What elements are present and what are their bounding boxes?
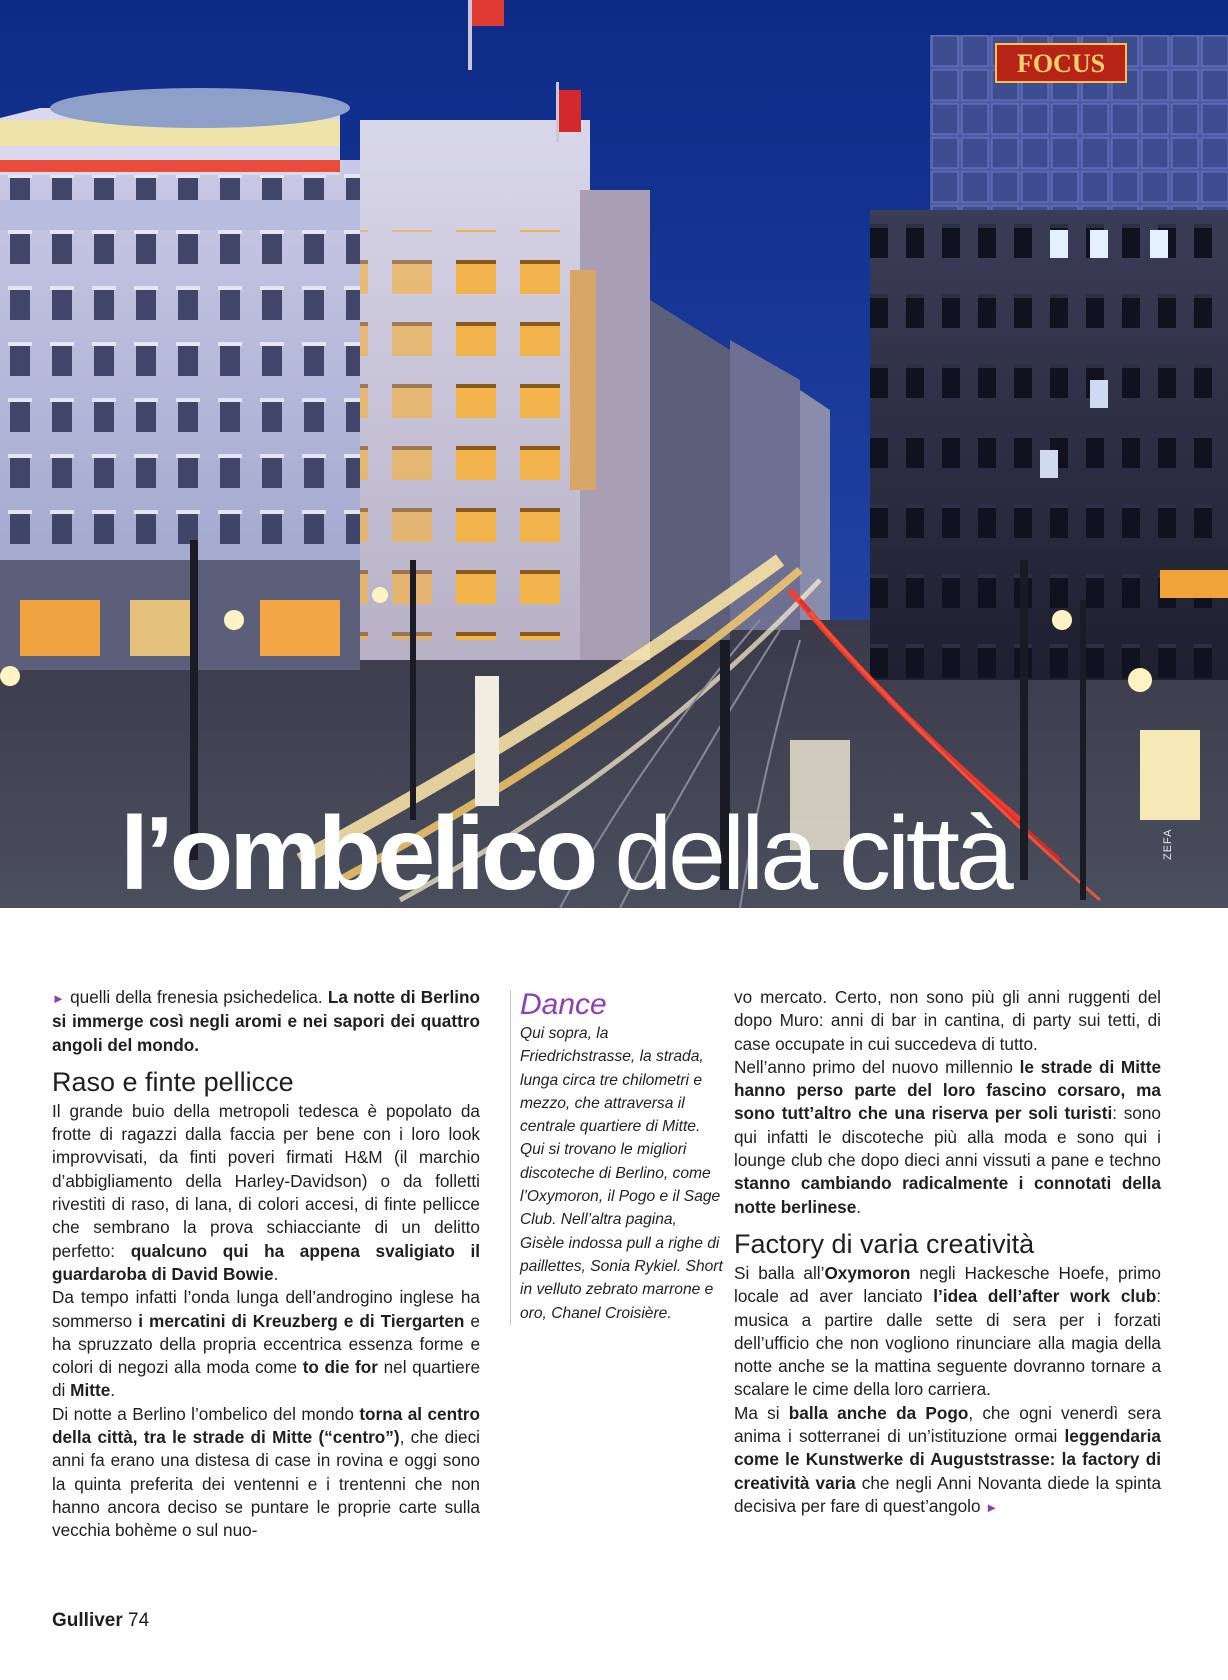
text-span: Il grande buio della metropoli tedesca è popolato da frotte di ragazzi dalla faccia per bene con i loro look improvvisati, da finti poveri firmati H&M (il marchio d’abbigliamento della Harley-Davidson) o da folletti rivestiti di raso, di lana, di colori accesi, di finte pellicce che sembrano la prova schiacciante di un delitto perfetto: [52,1100,480,1261]
text-span: nel quartiere di [52,1357,480,1401]
text-span: Si balla all’ [734,1262,825,1283]
text-span: Ma si [734,1402,789,1423]
bold-span: leggendaria come le Kunstwerke di Auguststrasse: la factory di creatività varia [734,1426,1161,1493]
text-span: , che dieci anni fa erano una distesa di case in rovina e oggi sono la quinta preferita dei ventenni e i trentenni che non hanno ancora deciso se puntare le proprie carte sulla vecchia bohème o sul nuo- [52,1427,481,1541]
paragraph-1 [52,1100,480,1286]
bold-span: i mercatini di Kreuzberg e di Tiergarten [138,1310,465,1331]
text-span: . [273,1263,279,1284]
photo-credit: ZEFA [1162,828,1174,860]
article-column-2 [734,986,1161,1519]
focus-sign: FOCUS [1016,49,1106,78]
bold-span: Mitte [70,1380,111,1401]
paragraph-6 [734,1262,1161,1402]
text-span: Nell’anno primo del nuovo millennio [734,1056,1020,1077]
bold-span: to die for [302,1357,378,1378]
bold-span: Oxymoron [824,1262,911,1283]
paragraph-2 [52,1286,480,1402]
subheading-factory: Factory di varia creatività [734,1228,1035,1259]
bold-span: l’idea dell’after work club [933,1286,1157,1307]
paragraph-5 [734,1056,1161,1219]
caption-heading: Dance [520,988,607,1021]
intro-bold-text: La notte di Berlino si immerge così negli aromi e nei sapori dei quattro angoli del mondo. [52,987,480,1055]
photo-caption-sidebar [510,990,725,1325]
paragraph-3 [52,1403,480,1543]
bold-span: qualcuno qui ha appena svaligiato il guardaroba di David Bowie [52,1240,480,1284]
bold-span: le strade di Mitte hanno perso parte del loro fascino corsaro, ma sono tutt’altro che una riserva per soli turisti [734,1056,1162,1124]
magazine-name: Gulliver [52,1610,123,1631]
paragraph-4 [734,986,1161,1056]
page-folio [52,1610,149,1632]
page-headline [120,796,1010,908]
text-span: Da tempo infatti l’onda lunga dell’androgino inglese ha sommerso [52,1287,480,1331]
text-span: che negli Anni Novanta diede la spinta decisiva per fare di quest’angolo [734,1472,1161,1516]
caption-text: Qui sopra, la Friedrichstrasse, la strada, lunga circa tre chilometri e mezzo, che attraversa il centrale quartiere di Mitte. Qui si trovano le migliori discoteche di Berlino, come l’Oxymoron, il Pogo e il Sage Club. Nell’altra pagina, Gisèle indossa pull a righe di paillettes, Sonia Rykiel. Short in velluto zebrato marrone e oro, Chanel Croisière. [520,1025,723,1322]
page-number: 74 [128,1610,150,1631]
text-span: : musica a partire dalle sette di sera per i forzati dell’ufficio che non vogliono rinunciare alla magia della notte anche se la mattina seguente dovranno tornare a scalare le cime della loro carriera. [734,1286,1161,1400]
text-span: , che ogni venerdì sera anima i sotterranei di un’istituzione ormai [734,1402,1162,1447]
headline-part-light: della città [614,796,1010,908]
bold-span: stanno cambiando radicalmente i connotati della notte berlinese [734,1173,1161,1217]
continue-arrow-icon: ► [52,991,65,1006]
text-span: : sono qui infatti le discoteche più alla moda e sono qui i lounge club che dopo dieci anni vissuti a pane e techno [734,1103,1161,1171]
intro-paragraph [52,986,480,1057]
subheading-raso: Raso e finte pellicce [52,1066,294,1097]
paragraph-7 [734,1402,1161,1519]
bold-span: balla anche da Pogo [788,1402,969,1423]
text-span: . [856,1196,862,1217]
text-span: . [110,1380,116,1401]
text-span: Di notte a Berlino l’ombelico del mondo [52,1403,360,1424]
bold-span: torna al centro della città, tra le strade di Mitte (“centro”) [52,1403,480,1448]
headline-part-bold: l’ombelico [120,796,595,908]
article-column-1 [52,986,480,1543]
text-span: vo mercato. Certo, non sono più gli anni ruggenti del dopo Muro: anni di bar in cantina, di party sui tetti, di case occupate in cui succedeva di tutto. [734,987,1161,1054]
continue-arrow-icon: ► [985,1499,999,1515]
intro-text: quelli della frenesia psichedelica. [70,987,328,1007]
text-span: e ha spruzzato della propria eccentrica essenza forme e colori di negozi alla moda come [52,1310,480,1378]
text-span: negli Hackesche Hoefe, primo locale ad aver lanciato [734,1262,1161,1307]
